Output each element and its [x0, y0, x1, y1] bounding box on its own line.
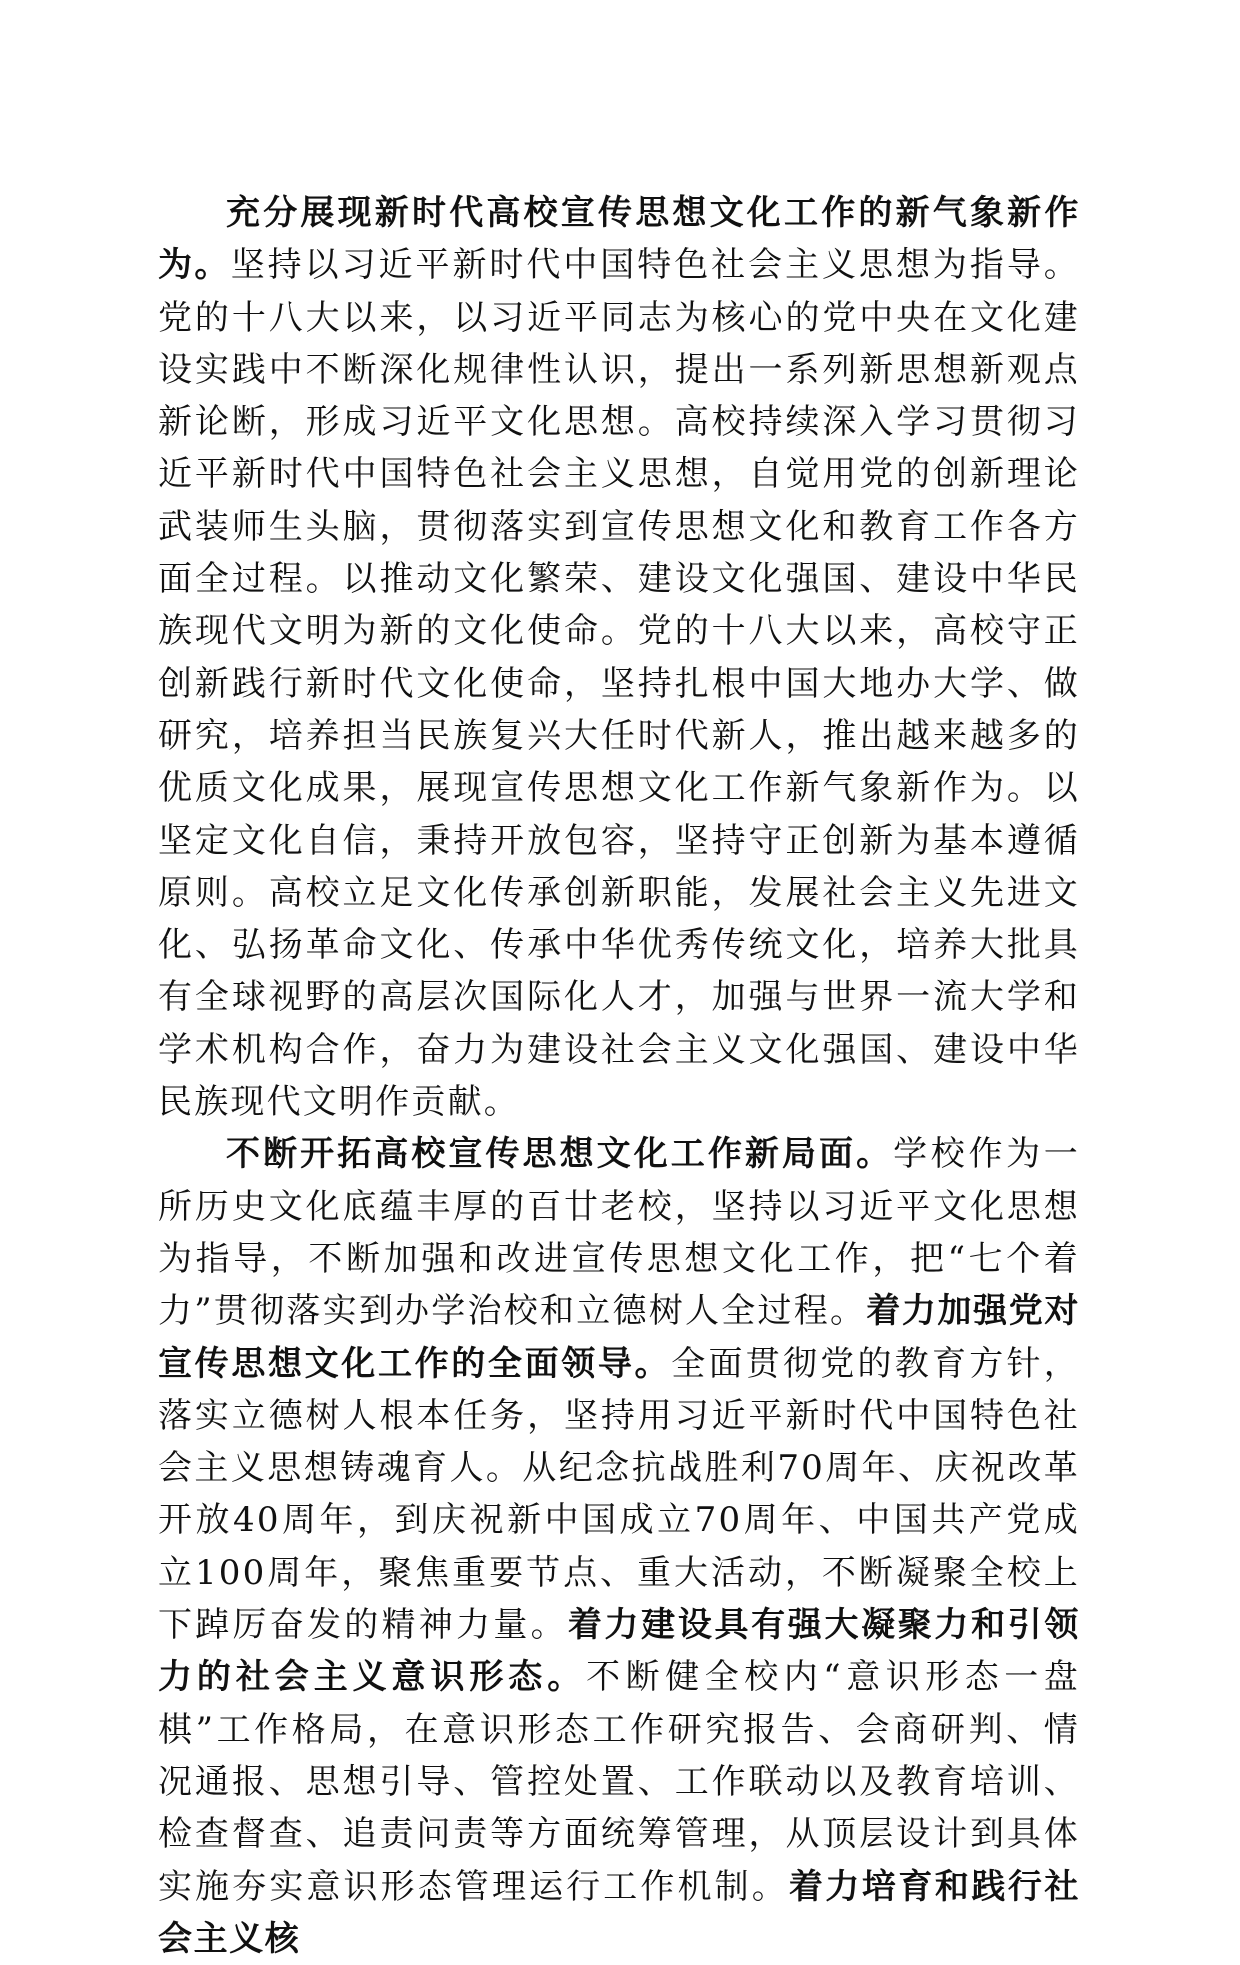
- paragraph-2: [158, 1128, 1080, 1965]
- section-heading: 充分展现新时代高校宣传思想文化工作的新气象新作为。: [158, 193, 1080, 286]
- bold-subheading: 着力建设具有强大凝聚力和引领力的社会主义意识形态。: [158, 1605, 1080, 1698]
- paragraph-text: 坚持以习近平新时代中国特色社会主义思想为指导。党的十八大以来，以习近平同志为核心的党中央在文化建设实践中不断深化规律性认识，提出一系列新思想新观点新论断，形成习近平文化思想。高校持续深入学习贯彻习近平新时代中国特色社会主义思想，自觉用党的创新理论武装师生头脑，贯彻落实到宣传思想文化和教育工作各方面全过程。以推动文化繁荣、建设文化强国、建设中华民族现代文明为新的文化使命。党的十八大以来，高校守正创新践行新时代文化使命，坚持扎根中国大地办大学、做研究，培养担当民族复兴大任时代新人，推出越来越多的优质文化成果，展现宣传思想文化工作新气象新作为。以坚定文化自信，秉持开放包容，坚持守正创新为基本遵循原则。高校立足文化传承创新职能，发展社会主义先进文化、弘扬革命文化、传承中华优秀传统文化，培养大批具有全球视野的高层次国际化人才，加强与世界一流大学和学术机构合作，奋力为建设社会主义文化强国、建设中华民族现代文明作贡献。: [158, 245, 1080, 1123]
- paragraph-text: 全面贯彻党的教育方针，落实立德树人根本任务，坚持用习近平新时代中国特色社会主义思想铸魂育人。从纪念抗战胜利70周年、庆祝改革开放40周年，到庆祝新中国成立70周年、中国共产党成立100周年，聚焦重要节点、重大活动，不断凝聚全校上下踔厉奋发的精神力量。: [158, 1343, 1080, 1646]
- paragraph-text: 不断健全校内“意识形态一盘棋”工作格局，在意识形态工作研究报告、会商研判、情况通报、思想引导、管控处置、工作联动以及教育培训、检查督查、追责问责等方面统筹管理，从顶层设计到具体实施夯实意识形态管理运行工作机制。: [158, 1657, 1081, 1907]
- paragraph-text: 学校作为一所历史文化底蕴丰厚的百廿老校，坚持以习近平文化思想为指导，不断加强和改进宣传思想文化工作，把“七个着力”贯彻落实到办学治校和立德树人全过程。: [158, 1134, 1080, 1332]
- paragraph-1: [158, 187, 1080, 1128]
- bold-subheading: 着力加强党对宣传思想文化工作的全面领导。: [158, 1291, 1080, 1384]
- bold-subheading: 着力培育和践行社会主义核: [158, 1866, 1080, 1959]
- section-heading: 不断开拓高校宣传思想文化工作新局面。: [226, 1134, 894, 1175]
- article-body: [158, 187, 1080, 1965]
